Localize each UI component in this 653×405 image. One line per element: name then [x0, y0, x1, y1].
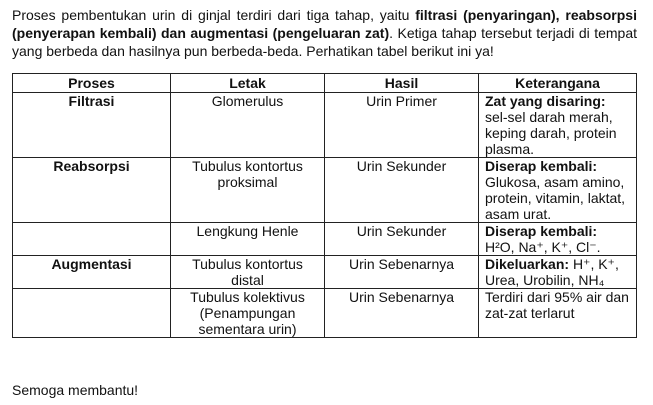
cell-proses: Filtrasi: [13, 93, 171, 158]
cell-hasil: Urin Sekunder: [325, 158, 479, 223]
closing-note: Semoga membantu!: [12, 382, 139, 398]
header-hasil: Hasil: [325, 74, 479, 93]
cell-keterangan: [479, 256, 637, 289]
keterangan-body: H⁺, K⁺, Urea, Urobilin, NH₄: [485, 256, 619, 288]
keterangan-heading: Zat yang disaring:: [485, 93, 606, 109]
keterangan-body: sel-sel darah merah, keping darah, protein plasma.: [485, 109, 617, 157]
cell-proses: [13, 289, 171, 338]
keterangan-body: Terdiri dari 95% air dan zat-zat terlarut: [485, 289, 629, 321]
cell-proses: Reabsorpsi: [13, 158, 171, 223]
table-row: [13, 93, 637, 158]
header-proses: Proses: [13, 74, 171, 93]
keterangan-heading: Diserap kembali:: [485, 223, 598, 239]
keterangan-heading: Diserap kembali:: [485, 158, 598, 174]
cell-keterangan: [479, 223, 637, 256]
cell-hasil: Urin Sekunder: [325, 223, 479, 256]
cell-letak: Lengkung Henle: [171, 223, 325, 256]
cell-letak: Tubulus kontortus distal: [171, 256, 325, 289]
cell-proses: [13, 223, 171, 256]
keterangan-body: H²O, Na⁺, K⁺, Cl⁻.: [485, 239, 601, 255]
table-row: [13, 256, 637, 289]
keterangan-heading: Dikeluarkan:: [485, 256, 570, 272]
cell-hasil: Urin Primer: [325, 93, 479, 158]
cell-letak: Tubulus kolektivus (Penampungan sementara urin): [171, 289, 325, 338]
cell-keterangan: [479, 93, 637, 158]
intro-text-after: . Ketiga tahap tersebut terjadi di tempat yang berbeda dan hasilnya pun berbeda-beda. Perhatikan tabel berikut ini ya!: [12, 25, 637, 59]
cell-letak: Glomerulus: [171, 93, 325, 158]
cell-keterangan: [479, 289, 637, 338]
header-keterangan: Keterangana: [479, 74, 637, 93]
intro-bold-phrase: filtrasi (penyaringan), reabsorpsi (penyerapan kembali) dan augmentasi (pengeluaran zat): [12, 7, 637, 41]
header-letak: Letak: [171, 74, 325, 93]
cell-hasil: Urin Sebenarnya: [325, 256, 479, 289]
keterangan-body: Glukosa, asam amino, protein, vitamin, laktat, asam urat.: [485, 174, 626, 222]
table-row: [13, 223, 637, 256]
table-header-row: [13, 74, 637, 93]
cell-keterangan: [479, 158, 637, 223]
cell-letak: Tubulus kontortus proksimal: [171, 158, 325, 223]
table-row: [13, 158, 637, 223]
urine-formation-table: [12, 73, 637, 338]
cell-proses: Augmentasi: [13, 256, 171, 289]
intro-paragraph: [12, 6, 637, 60]
intro-text-before: Proses pembentukan urin di ginjal terdiri dari tiga tahap, yaitu: [12, 7, 416, 23]
table-row: [13, 289, 637, 338]
cell-hasil: Urin Sebenarnya: [325, 289, 479, 338]
